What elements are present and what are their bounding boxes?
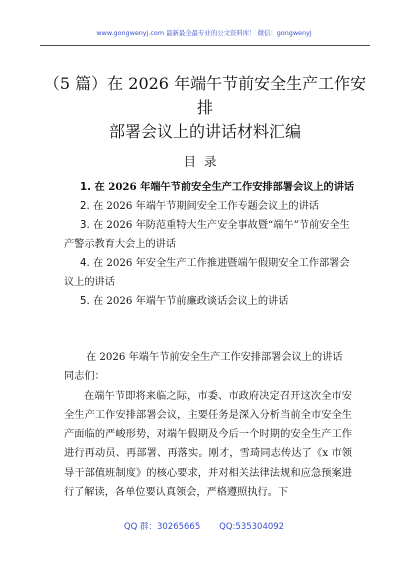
body-paragraph: 在端午节即将来临之际，市委、市政府决定召开这次全市安全生产工作安排部署会议，主要任务是深入分析当前全市安全生产面临的严峻形势，对端午假期及今后一个时期的安全生产工作进行再动员、再部署、再落实。刚才，雪琦同志传达了《x 市领导干部值班制度》的核心要求，并对相关法律法规和应急预案进行了解读，各单位要认真领会，严格遵照执行。下 bbox=[64, 390, 352, 499]
qq-number: QQ:535304092 bbox=[219, 522, 285, 532]
toc-item-text: 在 2026 年端午节前廉政谈话会议上的讲话 bbox=[92, 296, 289, 307]
toc-item[interactable] bbox=[64, 197, 356, 216]
toc-item-number: 3. bbox=[80, 220, 90, 231]
contact-footer bbox=[0, 520, 408, 532]
toc-item-text: 在 2026 年安全生产工作推进暨端午假期安全工作部署会议上的讲话 bbox=[64, 258, 350, 288]
speech-body bbox=[64, 348, 352, 502]
toc-item-number: 5. bbox=[80, 296, 90, 307]
site-header: www.gongwenyj.com 最新最全最专业的公文资料库！ 微信：gongwenyj bbox=[96, 29, 312, 37]
toc-item[interactable] bbox=[64, 254, 356, 292]
qq-group: QQ 群：30265665 bbox=[123, 522, 201, 532]
toc-heading: 目录 bbox=[183, 154, 225, 169]
document-title bbox=[40, 72, 370, 144]
speech-title: 在 2026 年端午节前安全生产工作安排部署会议上的讲话 bbox=[86, 352, 343, 363]
toc-item-number: 4. bbox=[80, 258, 90, 269]
title-line-1: （5 篇）在 2026 年端午节前安全生产工作安排 bbox=[43, 74, 367, 117]
toc-item-number: 2. bbox=[80, 201, 90, 212]
toc-item-text: 在 2026 年端午节前安全生产工作安排部署会议上的讲话 bbox=[94, 181, 355, 193]
toc-item-number: 1. bbox=[80, 182, 91, 193]
toc-item[interactable] bbox=[64, 178, 356, 197]
salutation: 同志们： bbox=[64, 371, 105, 383]
toc-item[interactable] bbox=[64, 216, 356, 254]
toc-item[interactable] bbox=[64, 292, 356, 311]
toc-item-text: 在 2026 年端午节期间安全工作专题会议上的讲话 bbox=[92, 201, 319, 212]
header-divider bbox=[40, 45, 370, 46]
toc-item-text: 在 2026 年防范重特大生产安全事故暨“端午”节前安全生产警示教育大会上的讲话 bbox=[64, 220, 350, 250]
table-of-contents bbox=[64, 178, 356, 311]
title-line-2: 部署会议上的讲话材料汇编 bbox=[108, 122, 301, 141]
